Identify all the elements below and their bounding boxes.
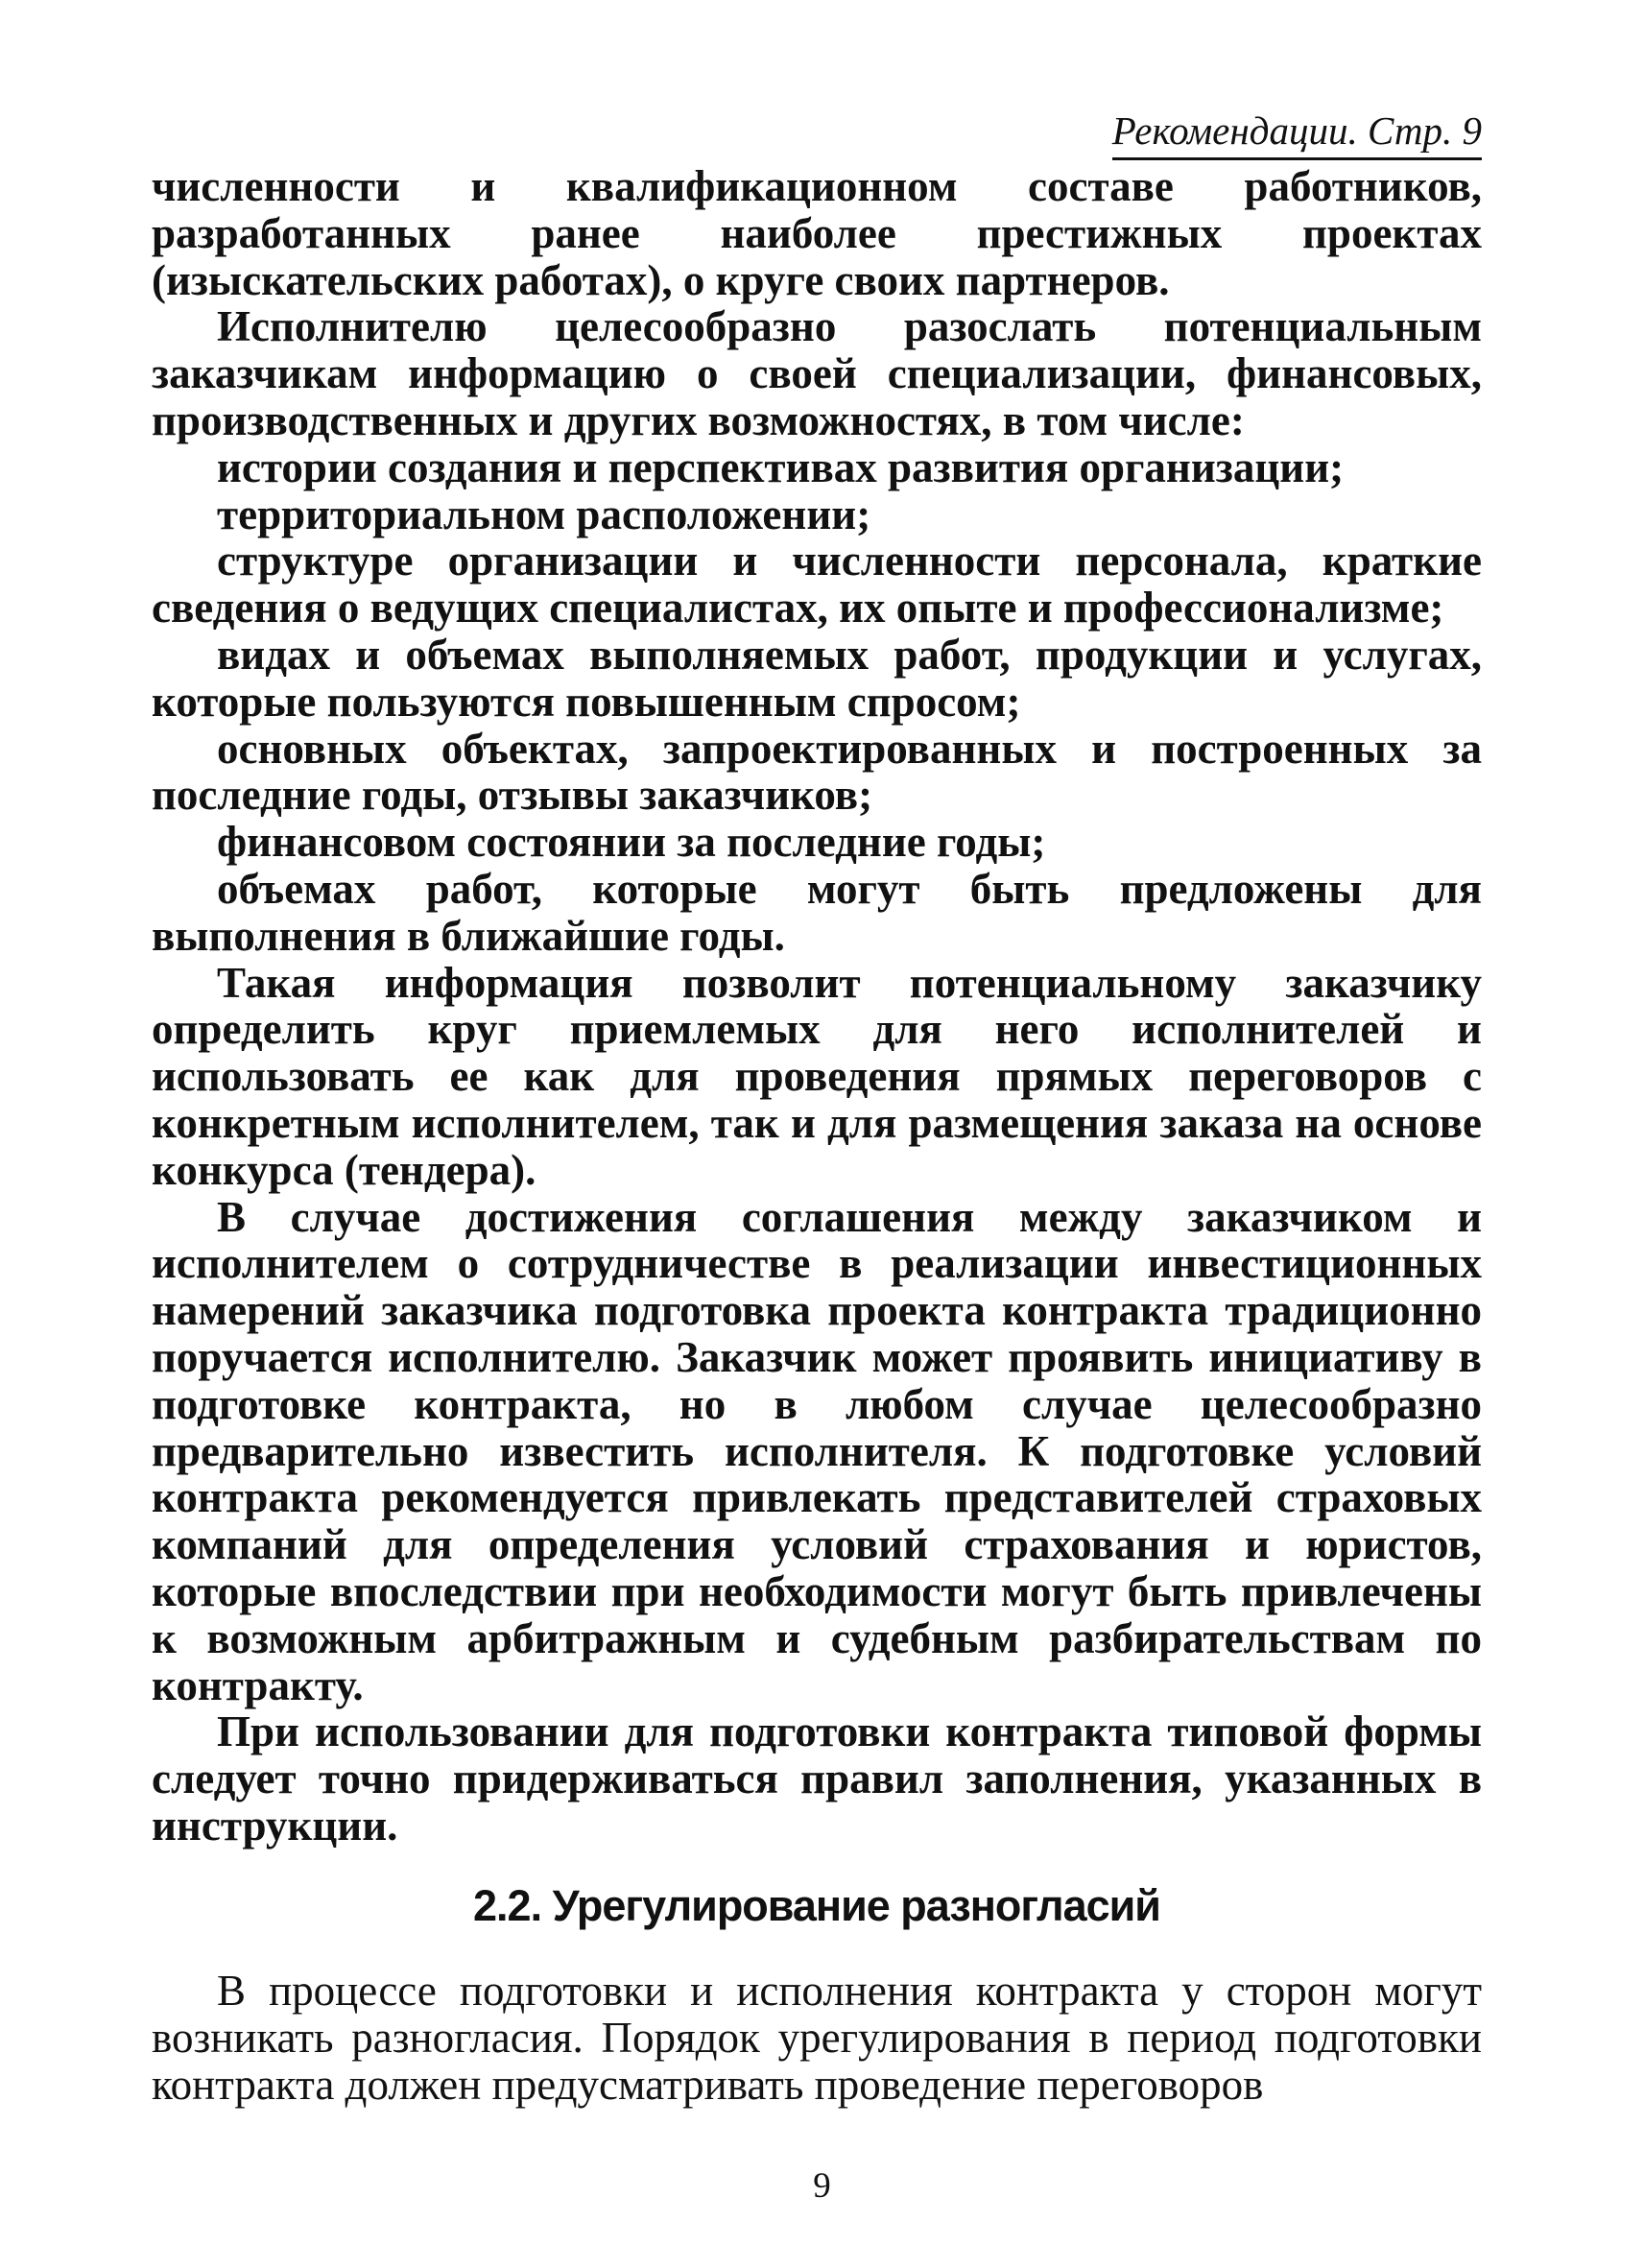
paragraph-agreement: В случае достижения соглашения между заказчиком и исполнителем о сотрудничестве в реализации инвестиционных намерений заказчика подготовка проекта контракта традиционно поручается исполнителю. Заказчик может проявить инициативу в подготовке контракта, но в любом случае целесообразно предварительно известить исполнителя. К подготовке условий контракта рекомендуется привлекать представителей страховых компаний для определения условий страхования и юристов, которые впоследствии при необходимости могут быть привлечены к возможным арбитражным и судебным разбирательствам по контракту. — [152, 1192, 1482, 1709]
list-item-structure: структуре организации и численности персонала, краткие сведения о ведущих специалистах, их опыте и профессионализме; — [152, 537, 1482, 633]
list-item-history: истории создания и перспективах развития организации; — [217, 442, 1345, 491]
list-item-finance: финансовом состоянии за последние годы; — [217, 818, 1046, 867]
paragraph-information: Такая информация позволит потенциальному заказчику определить круг приемлемых для него исполнителей и использовать ее как для проведения прямых переговоров с конкретным исполнителем, так и для размещения заказа на основе конкурса (тендера). — [152, 958, 1482, 1194]
section-paragraph: В процессе подготовки и исполнения контракта у сторон могут возникать разногласия. Порядок урегулирования в период подготовки контракта должен предусматривать проведение переговоров — [152, 1967, 1482, 2109]
list-item-objects: основных объектах, запроектированных и построенных за последние годы, отзывы заказчиков; — [152, 724, 1482, 820]
list-item-volumes: объемах работ, которые могут быть предложены для выполнения в ближайшие годы. — [152, 864, 1482, 960]
body-text — [152, 163, 1482, 1850]
list-item-works: видах и объемах выполняемых работ, продукции и услугах, которые пользуются повышенным спросом; — [152, 630, 1482, 726]
list-item-location: территориальном расположении; — [217, 489, 871, 538]
paragraph-intro-list: Исполнителю целесообразно разослать потенциальным заказчикам информацию о своей специализации, финансовых, производственных и других возможностях, в том числе: — [152, 302, 1482, 444]
section-heading: 2.2. Урегулирование разногласий — [473, 1881, 1160, 1930]
paragraph-continuation: численности и квалификационном составе работников, разработанных ранее наиболее престижных проектах (изыскательских работах), о круге своих партнеров. — [152, 162, 1482, 304]
page-number: 9 — [813, 2166, 831, 2206]
running-header-text: Рекомендации. Стр. 9 — [1112, 104, 1482, 160]
running-header — [152, 104, 1482, 160]
paragraph-standard-form: При использовании для подготовки контракта типовой формы следует точно придерживаться правил заполнения, указанных в инструкции. — [152, 1707, 1482, 1850]
section-text — [152, 1968, 1482, 2109]
